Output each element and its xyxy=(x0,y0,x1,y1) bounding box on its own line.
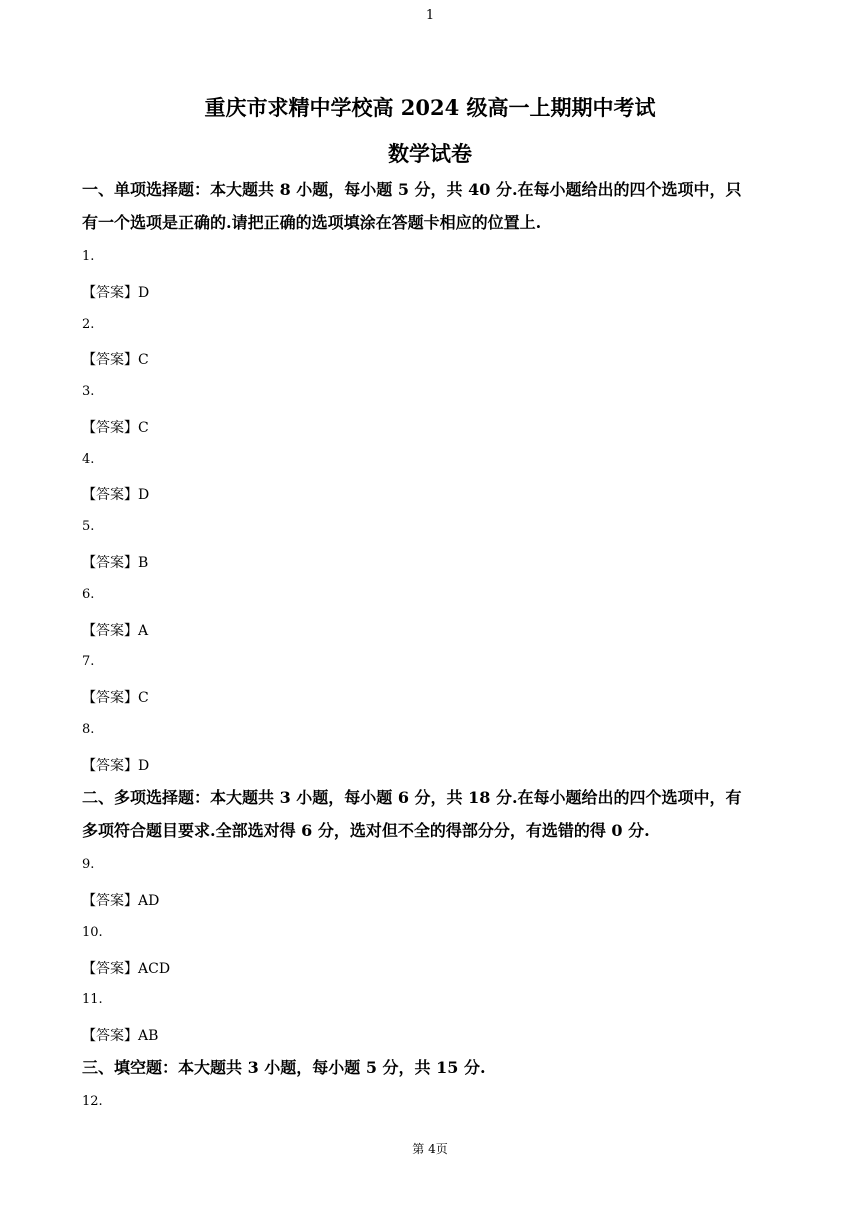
answer-line xyxy=(82,890,159,910)
section-heading-multiple-choice xyxy=(82,781,782,847)
answer-value: D xyxy=(138,285,150,301)
answer-label: 【答案】 xyxy=(82,1028,138,1044)
section-line: 二、多项选择题：本大题共 3 小题，每小题 6 分，共 18 分.在每小题给出的四个选项中，有 xyxy=(82,788,742,807)
section-line: 一、单项选择题：本大题共 8 小题，每小题 5 分，共 40 分.在每小题给出的四个选项中，只 xyxy=(82,180,742,199)
question-number: 9. xyxy=(82,857,95,872)
section-heading-fill-in-blank xyxy=(82,1051,782,1084)
answer-label: 【答案】 xyxy=(82,758,138,774)
answer-line xyxy=(82,484,149,504)
answer-line xyxy=(82,755,149,775)
answer-value: C xyxy=(138,420,149,436)
question-number: 11. xyxy=(82,992,103,1007)
question-number: 2. xyxy=(82,317,95,332)
answer-label: 【答案】 xyxy=(82,352,138,368)
answer-value: AD xyxy=(138,893,160,909)
answer-label: 【答案】 xyxy=(82,961,138,977)
question-number: 10. xyxy=(82,925,103,940)
answer-label: 【答案】 xyxy=(82,690,138,706)
answer-value: C xyxy=(138,690,149,706)
answer-value: D xyxy=(138,487,150,503)
answer-label: 【答案】 xyxy=(82,893,138,909)
answer-label: 【答案】 xyxy=(82,623,138,639)
question-number: 3. xyxy=(82,384,95,399)
answer-value: ACD xyxy=(138,961,171,977)
answer-line xyxy=(82,620,148,640)
answer-label: 【答案】 xyxy=(82,555,138,571)
answer-line xyxy=(82,552,148,572)
answer-line xyxy=(82,1025,158,1045)
answer-label: 【答案】 xyxy=(82,420,138,436)
exam-subtitle: 数学试卷 xyxy=(388,141,472,166)
question-number: 12. xyxy=(82,1094,103,1109)
answer-label: 【答案】 xyxy=(82,487,138,503)
answer-line xyxy=(82,349,149,369)
answer-line xyxy=(82,958,170,978)
answer-value: C xyxy=(138,352,149,368)
question-number: 7. xyxy=(82,654,95,669)
answer-line xyxy=(82,282,149,302)
question-number: 4. xyxy=(82,452,95,467)
page-number-top: 1 xyxy=(425,8,435,23)
answer-label: 【答案】 xyxy=(82,285,138,301)
section-line: 三、填空题：本大题共 3 小题，每小题 5 分，共 15 分. xyxy=(82,1058,486,1077)
answer-line xyxy=(82,417,149,437)
answer-value: B xyxy=(138,555,149,571)
question-number: 6. xyxy=(82,587,95,602)
exam-title: 重庆市求精中学校高 2024 级高一上期期中考试 xyxy=(204,95,656,120)
question-number: 8. xyxy=(82,722,95,737)
answer-value: A xyxy=(138,623,149,639)
answer-line xyxy=(82,687,149,707)
section-line: 有一个选项是正确的.请把正确的选项填涂在答题卡相应的位置上. xyxy=(82,213,542,232)
answer-value: AB xyxy=(138,1028,159,1044)
question-number: 5. xyxy=(82,519,95,534)
question-number: 1. xyxy=(82,249,95,264)
section-heading-single-choice xyxy=(82,173,782,239)
page-footer: 第 4页 xyxy=(412,1142,448,1156)
section-line: 多项符合题目要求.全部选对得 6 分，选对但不全的得部分分，有选错的得 0 分. xyxy=(82,821,650,840)
answer-value: D xyxy=(138,758,150,774)
